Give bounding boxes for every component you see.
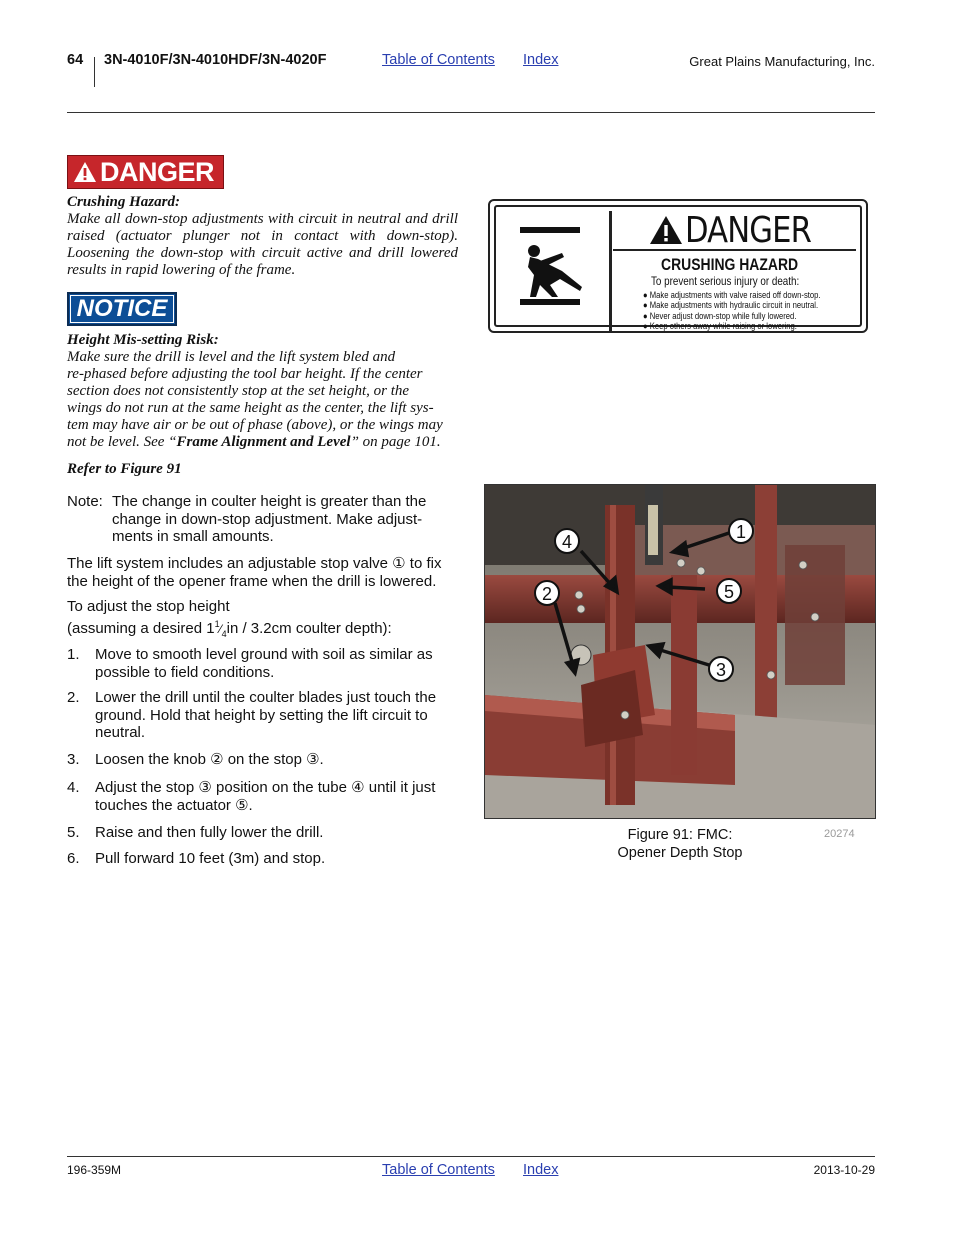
warning-triangle-icon: [73, 161, 97, 183]
step-number: 3.: [67, 751, 80, 768]
decal-subtitle: To prevent serious injury or death:: [651, 274, 800, 288]
callout-ref-1: ①: [392, 555, 406, 572]
decal-bullets: [643, 290, 821, 332]
callout-1-label: 1: [735, 522, 747, 542]
notice-line: not be level. See “Frame Alignment and Level” on page 101.: [67, 434, 441, 450]
danger-title: Crushing Hazard:: [67, 194, 180, 210]
danger-badge-label: DANGER: [100, 156, 215, 187]
danger-decal: [488, 199, 868, 333]
decal-bullet: ● Keep others away while raising or lowering.: [643, 321, 797, 332]
refer-figure: Refer to Figure 91: [67, 461, 182, 477]
decal-danger-word: DANGER: [685, 209, 812, 251]
step-number: 4.: [67, 779, 80, 796]
footer-date: 2013-10-29: [813, 1163, 875, 1177]
header-rule: [67, 112, 875, 113]
note-text: The change in coulter height is greater than the change in down-stop adjustment. Make adjust-ments in small amounts.: [112, 493, 427, 545]
crushing-pictogram: [500, 211, 612, 331]
notice-line: wings do not run at the same height as the center, the lift sys-: [67, 400, 434, 416]
doc-number: 196-359M: [67, 1163, 122, 1177]
company-name: Great Plains Manufacturing, Inc.: [689, 54, 875, 69]
step-text: Raise and then fully lower the drill.: [95, 824, 324, 841]
callout-2-label: 2: [541, 584, 553, 604]
photo-number: 20274: [824, 828, 855, 840]
footer-rule: [67, 1156, 875, 1157]
decal-bullet: ● Make adjustments with hydraulic circuit in neutral.: [643, 300, 819, 311]
opener-depth-stop-photo: [484, 484, 876, 819]
step-text: Lower the drill until the coulter blades just touch the ground. Hold that height by setting the lift circuit to neutral.: [95, 689, 437, 741]
index-link-bottom[interactable]: Index: [523, 1162, 559, 1178]
danger-badge: [67, 155, 224, 189]
step-number: 5.: [67, 824, 80, 841]
step-number: 2.: [67, 689, 80, 706]
notice-title: Height Mis-setting Risk:: [67, 332, 219, 348]
adjust-paragraph: To adjust the stop height (assuming a desired $1^1⁄_4in / 3.2cm$ coulter depth):: [67, 598, 392, 639]
lift-system-paragraph: The lift system includes an adjustable stop valve ① to fix the height of the opener frame when the drill is lowered.: [67, 555, 442, 590]
step-number: 6.: [67, 850, 80, 867]
notice-badge: [67, 292, 177, 326]
photo-illustration: [485, 485, 876, 819]
notice-line: re-phased before adjusting the tool bar height. If the center: [67, 366, 423, 382]
step-text: Loosen the knob ② on the stop ③.: [95, 751, 324, 768]
step-number: 1.: [67, 646, 80, 663]
toc-link-top[interactable]: Table of Contents: [382, 52, 495, 68]
notice-line: tem may have air or be out of phase (above), or the wings may: [67, 417, 443, 433]
header-divider: [94, 57, 95, 87]
notice-text: [67, 349, 467, 451]
callout-3-label: 3: [715, 660, 727, 680]
decal-hazard: CRUSHING HAZARD: [661, 255, 799, 274]
step-text: Adjust the stop ③ position on the tube ④ until it just touches the actuator ⑤.: [95, 779, 436, 814]
step-text: Pull forward 10 feet (3m) and stop.: [95, 850, 326, 867]
notice-line: Make sure the drill is level and the lift system bled and: [67, 349, 396, 365]
danger-text: Make all down-stop adjustments with circuit in neutral and drill raised (actuator plunger not in contact with down-stop). Loosening the down-stop with circuit active and drill lowered results in rapid lowering of the frame.: [67, 211, 458, 278]
crushing-hazard-icon: [500, 211, 609, 331]
note-label: Note:: [67, 493, 103, 510]
frame-alignment-link[interactable]: Frame Alignment and Level: [176, 434, 351, 450]
page-number: 64: [67, 52, 84, 68]
step-text: Move to smooth level ground with soil as similar as possible to field conditions.: [95, 646, 433, 681]
callout-5-label: 5: [723, 582, 735, 602]
decal-bullet: ● Make adjustments with valve raised off down-stop.: [643, 290, 821, 300]
index-link-top[interactable]: Index: [523, 52, 559, 68]
callout-4-label: 4: [561, 532, 573, 552]
decal-bullet: ● Never adjust down-stop while fully lowered.: [643, 310, 797, 321]
decal-warning-icon: [649, 215, 683, 245]
notice-badge-label: NOTICE: [76, 295, 168, 322]
model-title: 3N-4010F/3N-4010HDF/3N-4020F: [104, 52, 327, 68]
toc-link-bottom[interactable]: Table of Contents: [382, 1162, 495, 1178]
notice-line: section does not consistently stop at the set height, or the: [67, 383, 410, 399]
decal-header: [613, 211, 856, 251]
figure-caption: Figure 91: FMC: Opener Depth Stop: [617, 827, 743, 861]
